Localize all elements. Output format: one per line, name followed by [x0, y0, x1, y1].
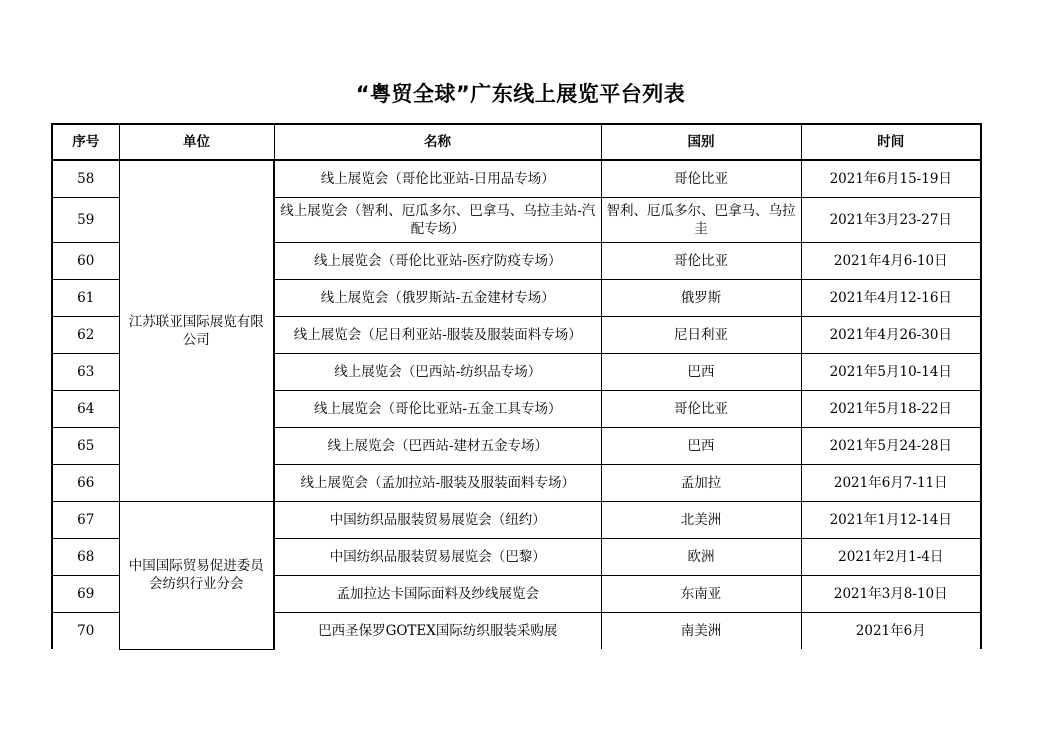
header-name: 名称: [274, 124, 601, 160]
row-name: 线上展览会（巴西站-建材五金专场）: [274, 428, 601, 465]
row-name: 孟加拉达卡国际面料及纱线展览会: [274, 576, 601, 613]
row-country: 哥伦比亚: [601, 243, 801, 280]
row-country: 东南亚: [601, 576, 801, 613]
row-no: 66: [52, 465, 119, 502]
row-time: 2021年1月12-14日: [801, 502, 981, 539]
exhibition-table: [51, 123, 982, 650]
row-no: 60: [52, 243, 119, 280]
header-unit: 单位: [119, 124, 274, 160]
page-title: “粤贸全球”广东线上展览平台列表: [355, 82, 686, 106]
header-country: 国别: [601, 124, 801, 160]
row-country: 欧洲: [601, 539, 801, 576]
row-no: 61: [52, 280, 119, 317]
row-country: 孟加拉: [601, 465, 801, 502]
row-time: 2021年3月8-10日: [801, 576, 981, 613]
row-time: 2021年6月15-19日: [801, 160, 981, 198]
row-time: 2021年4月6-10日: [801, 243, 981, 280]
table-header-row: [52, 124, 981, 160]
row-country: 巴西: [601, 428, 801, 465]
row-no: 69: [52, 576, 119, 613]
row-no: 59: [52, 198, 119, 243]
row-no: 64: [52, 391, 119, 428]
row-time: 2021年5月24-28日: [801, 428, 981, 465]
row-name: 线上展览会（尼日利亚站-服装及服装面料专场）: [274, 317, 601, 354]
row-country: 北美洲: [601, 502, 801, 539]
row-name: 线上展览会（孟加拉站-服装及服装面料专场）: [274, 465, 601, 502]
row-name: 线上展览会（巴西站-纺织品专场）: [274, 354, 601, 391]
row-no: 70: [52, 613, 119, 650]
row-no: 62: [52, 317, 119, 354]
row-no: 67: [52, 502, 119, 539]
row-time: 2021年2月1-4日: [801, 539, 981, 576]
row-time: 2021年6月7-11日: [801, 465, 981, 502]
unit-cell: 江苏联亚国际展览有限公司: [119, 160, 274, 502]
header-no: 序号: [52, 124, 119, 160]
row-name: 中国纺织品服装贸易展览会（巴黎）: [274, 539, 601, 576]
table-row: [52, 160, 981, 198]
row-country: 哥伦比亚: [601, 160, 801, 198]
row-time: 2021年5月18-22日: [801, 391, 981, 428]
row-no: 68: [52, 539, 119, 576]
row-no: 58: [52, 160, 119, 198]
row-name: 线上展览会（智利、厄瓜多尔、巴拿马、乌拉圭站-汽配专场）: [274, 198, 601, 243]
header-time: 时间: [801, 124, 981, 160]
row-name: 线上展览会（哥伦比亚站-五金工具专场）: [274, 391, 601, 428]
row-country: 尼日利亚: [601, 317, 801, 354]
row-country: 南美洲: [601, 613, 801, 650]
row-name: 巴西圣保罗GOTEX国际纺织服装采购展: [274, 613, 601, 650]
row-name: 线上展览会（哥伦比亚站-医疗防疫专场）: [274, 243, 601, 280]
row-country: 哥伦比亚: [601, 391, 801, 428]
row-time: 2021年5月10-14日: [801, 354, 981, 391]
row-time: 2021年6月: [801, 613, 981, 650]
row-country: 巴西: [601, 354, 801, 391]
row-no: 65: [52, 428, 119, 465]
row-name: 线上展览会（哥伦比亚站-日用品专场）: [274, 160, 601, 198]
row-name: 中国纺织品服装贸易展览会（纽约）: [274, 502, 601, 539]
unit-cell: 中国国际贸易促进委员会纺织行业分会: [119, 502, 274, 650]
row-country: 俄罗斯: [601, 280, 801, 317]
row-time: 2021年4月12-16日: [801, 280, 981, 317]
row-no: 63: [52, 354, 119, 391]
row-time: 2021年4月26-30日: [801, 317, 981, 354]
row-name: 线上展览会（俄罗斯站-五金建材专场）: [274, 280, 601, 317]
table-row: [52, 502, 981, 539]
row-time: 2021年3月23-27日: [801, 198, 981, 243]
row-country: 智利、厄瓜多尔、巴拿马、乌拉圭: [601, 198, 801, 243]
